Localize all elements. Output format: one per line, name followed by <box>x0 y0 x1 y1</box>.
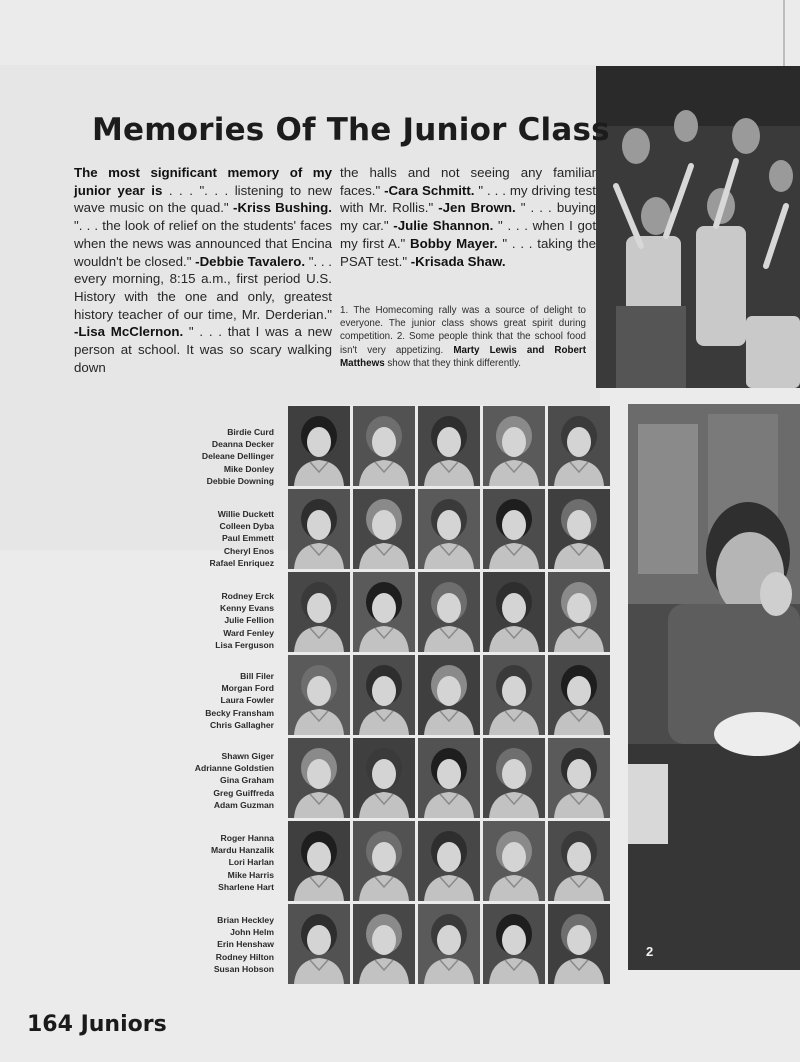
page-title: Memories Of The Junior Class <box>92 112 610 148</box>
article.col1-run: . . . ". . . listening to new wave music on the quad." <box>74 182 332 216</box>
student-name: Deanna Decker <box>211 439 274 450</box>
student-portrait <box>548 821 610 901</box>
caption-run: 1. The Homecoming rally was a source of delight to everyone. The junior class shows great spirit during competition. 2. Some people think that the school food isn't very appetizing. <box>340 305 586 356</box>
student-name: Brian Heckley <box>217 915 274 925</box>
student-portrait <box>418 572 480 652</box>
student-name: Shawn Giger <box>221 751 274 761</box>
article.col1-run: -Lisa McClernon. <box>74 324 184 340</box>
student-name: Morgan Ford <box>221 683 274 694</box>
article.col2-run: -Cara Schmitt. <box>384 182 475 198</box>
student-name: Becky Fransham <box>205 707 274 718</box>
name-group <box>215 590 274 651</box>
student-name: Paul Emmett <box>221 533 274 544</box>
student-portrait <box>548 904 610 984</box>
article.col1-run: ". . . the look of relief on the students' faces when the news was announced that Encina wouldn't be closed." <box>74 218 332 269</box>
student-name: Adam Guzman <box>213 799 274 810</box>
photo-number: 2 <box>646 944 654 959</box>
student-portrait <box>288 406 350 486</box>
student-name: Mike Donley <box>223 463 274 474</box>
name-group <box>210 508 274 569</box>
caption-run: show that they think differently. <box>384 357 521 369</box>
student-portrait <box>353 655 415 735</box>
student-portrait <box>483 489 545 569</box>
name-group <box>211 832 274 893</box>
article.col2-run: " . . . taking the PSAT test." <box>340 235 597 269</box>
article.col2-run: " . . . when I got my first A." <box>340 218 597 251</box>
student-name: Ward Fenley <box>223 627 274 638</box>
student-name: Mardu Hanzalik <box>210 845 274 856</box>
student-portrait <box>288 572 350 652</box>
student-portrait <box>483 738 545 818</box>
name-group <box>202 426 274 487</box>
article.col2-run: -Jen Brown. <box>438 200 516 216</box>
student-name: Bill Filer <box>240 671 274 681</box>
student-portrait <box>353 904 415 984</box>
student-name: Susan Hobson <box>213 963 274 974</box>
cafeteria-photo <box>628 404 800 970</box>
student-name: Greg Guiffreda <box>213 787 274 798</box>
student-name: Birdie Curd <box>227 427 274 437</box>
student-portrait <box>418 406 480 486</box>
student-name: Roger Hanna <box>220 833 274 843</box>
student-name: Erin Henshaw <box>217 939 274 950</box>
student-portrait <box>548 489 610 569</box>
student-portrait <box>548 572 610 652</box>
student-portrait <box>418 738 480 818</box>
portrait-row <box>288 904 616 984</box>
portrait-row <box>288 655 616 735</box>
student-portrait <box>353 406 415 486</box>
photo-caption <box>340 304 586 370</box>
student-name: John Helm <box>230 927 274 938</box>
student-portrait <box>418 904 480 984</box>
article.col1-run: " . . . that I was a new person at school. It was so scary walking down <box>74 324 332 375</box>
name-group <box>195 750 274 811</box>
portrait-row <box>288 821 616 901</box>
student-name: Rafael Enriquez <box>209 557 274 568</box>
caption-run: Marty Lewis and Robert Matthews <box>340 344 586 369</box>
student-name: Adrianne Goldstien <box>194 763 274 774</box>
article.col2-run: -Krisada Shaw. <box>410 253 506 269</box>
student-portrait <box>353 738 415 818</box>
student-portrait <box>353 572 415 652</box>
student-name: Kenny Evans <box>220 603 274 614</box>
student-name: Colleen Dyba <box>219 521 274 532</box>
student-name: Julie Fellion <box>224 615 274 626</box>
article.col2-run: " . . . buying my car." <box>340 200 597 234</box>
student-portrait <box>418 821 480 901</box>
article.col1-run: -Debbie Tavalero. <box>195 253 306 269</box>
article-column-2 <box>340 164 596 270</box>
article.col1-run: -Kriss Bushing. <box>233 200 332 216</box>
student-portrait <box>548 406 610 486</box>
student-portrait <box>353 489 415 569</box>
name-group <box>214 914 274 975</box>
student-portrait <box>483 406 545 486</box>
name-group <box>205 670 274 731</box>
article.col2-run: -Julie Shannon. <box>393 218 494 234</box>
student-portrait <box>353 821 415 901</box>
page-footer: 164 Juniors <box>27 1012 167 1037</box>
student-name: Cheryl Enos <box>223 545 274 556</box>
student-name: Rodney Hilton <box>215 951 274 962</box>
article.col2-run: Bobby Mayer. <box>410 235 498 251</box>
student-name: Gina Graham <box>220 775 274 786</box>
student-portrait <box>548 655 610 735</box>
article.col1-run: ". . . every morning, 8:15 a.m., first period U.S. History with the one and only, greatest history teacher of our time, Mr. Derderian." <box>74 253 332 322</box>
student-portrait <box>418 489 480 569</box>
student-portrait <box>288 655 350 735</box>
homecoming-rally-photo <box>596 66 800 388</box>
student-name: Lori Harlan <box>228 857 274 868</box>
student-portrait <box>288 489 350 569</box>
student-portrait <box>288 904 350 984</box>
student-portrait <box>483 904 545 984</box>
student-name: Lisa Ferguson <box>215 639 274 650</box>
student-portrait <box>288 821 350 901</box>
student-portrait <box>418 655 480 735</box>
student-name: Mike Harris <box>227 869 274 880</box>
article-column-1 <box>74 164 332 376</box>
portrait-grid <box>288 406 616 987</box>
student-portrait <box>483 821 545 901</box>
article.col2-run: the halls and not seeing any familiar faces." <box>340 165 596 198</box>
student-name: Deleane Dellinger <box>201 451 274 462</box>
student-name: Willie Duckett <box>217 509 274 519</box>
student-name: Chris Gallagher <box>210 719 274 730</box>
student-portrait <box>483 655 545 735</box>
article.col2-run: " . . . my driving test with Mr. Rollis." <box>340 182 596 216</box>
portrait-row <box>288 406 616 486</box>
student-portrait <box>288 738 350 818</box>
student-name: Laura Fowler <box>220 695 274 706</box>
portrait-row <box>288 738 616 818</box>
portrait-row <box>288 572 616 652</box>
article.col1-run: The most significant memory of my junior year is <box>74 165 332 198</box>
student-name: Debbie Downing <box>206 475 274 486</box>
student-name: Sharlene Hart <box>218 881 274 892</box>
student-portrait <box>548 738 610 818</box>
student-portrait <box>483 572 545 652</box>
student-name: Rodney Erck <box>221 591 274 601</box>
portrait-row <box>288 489 616 569</box>
